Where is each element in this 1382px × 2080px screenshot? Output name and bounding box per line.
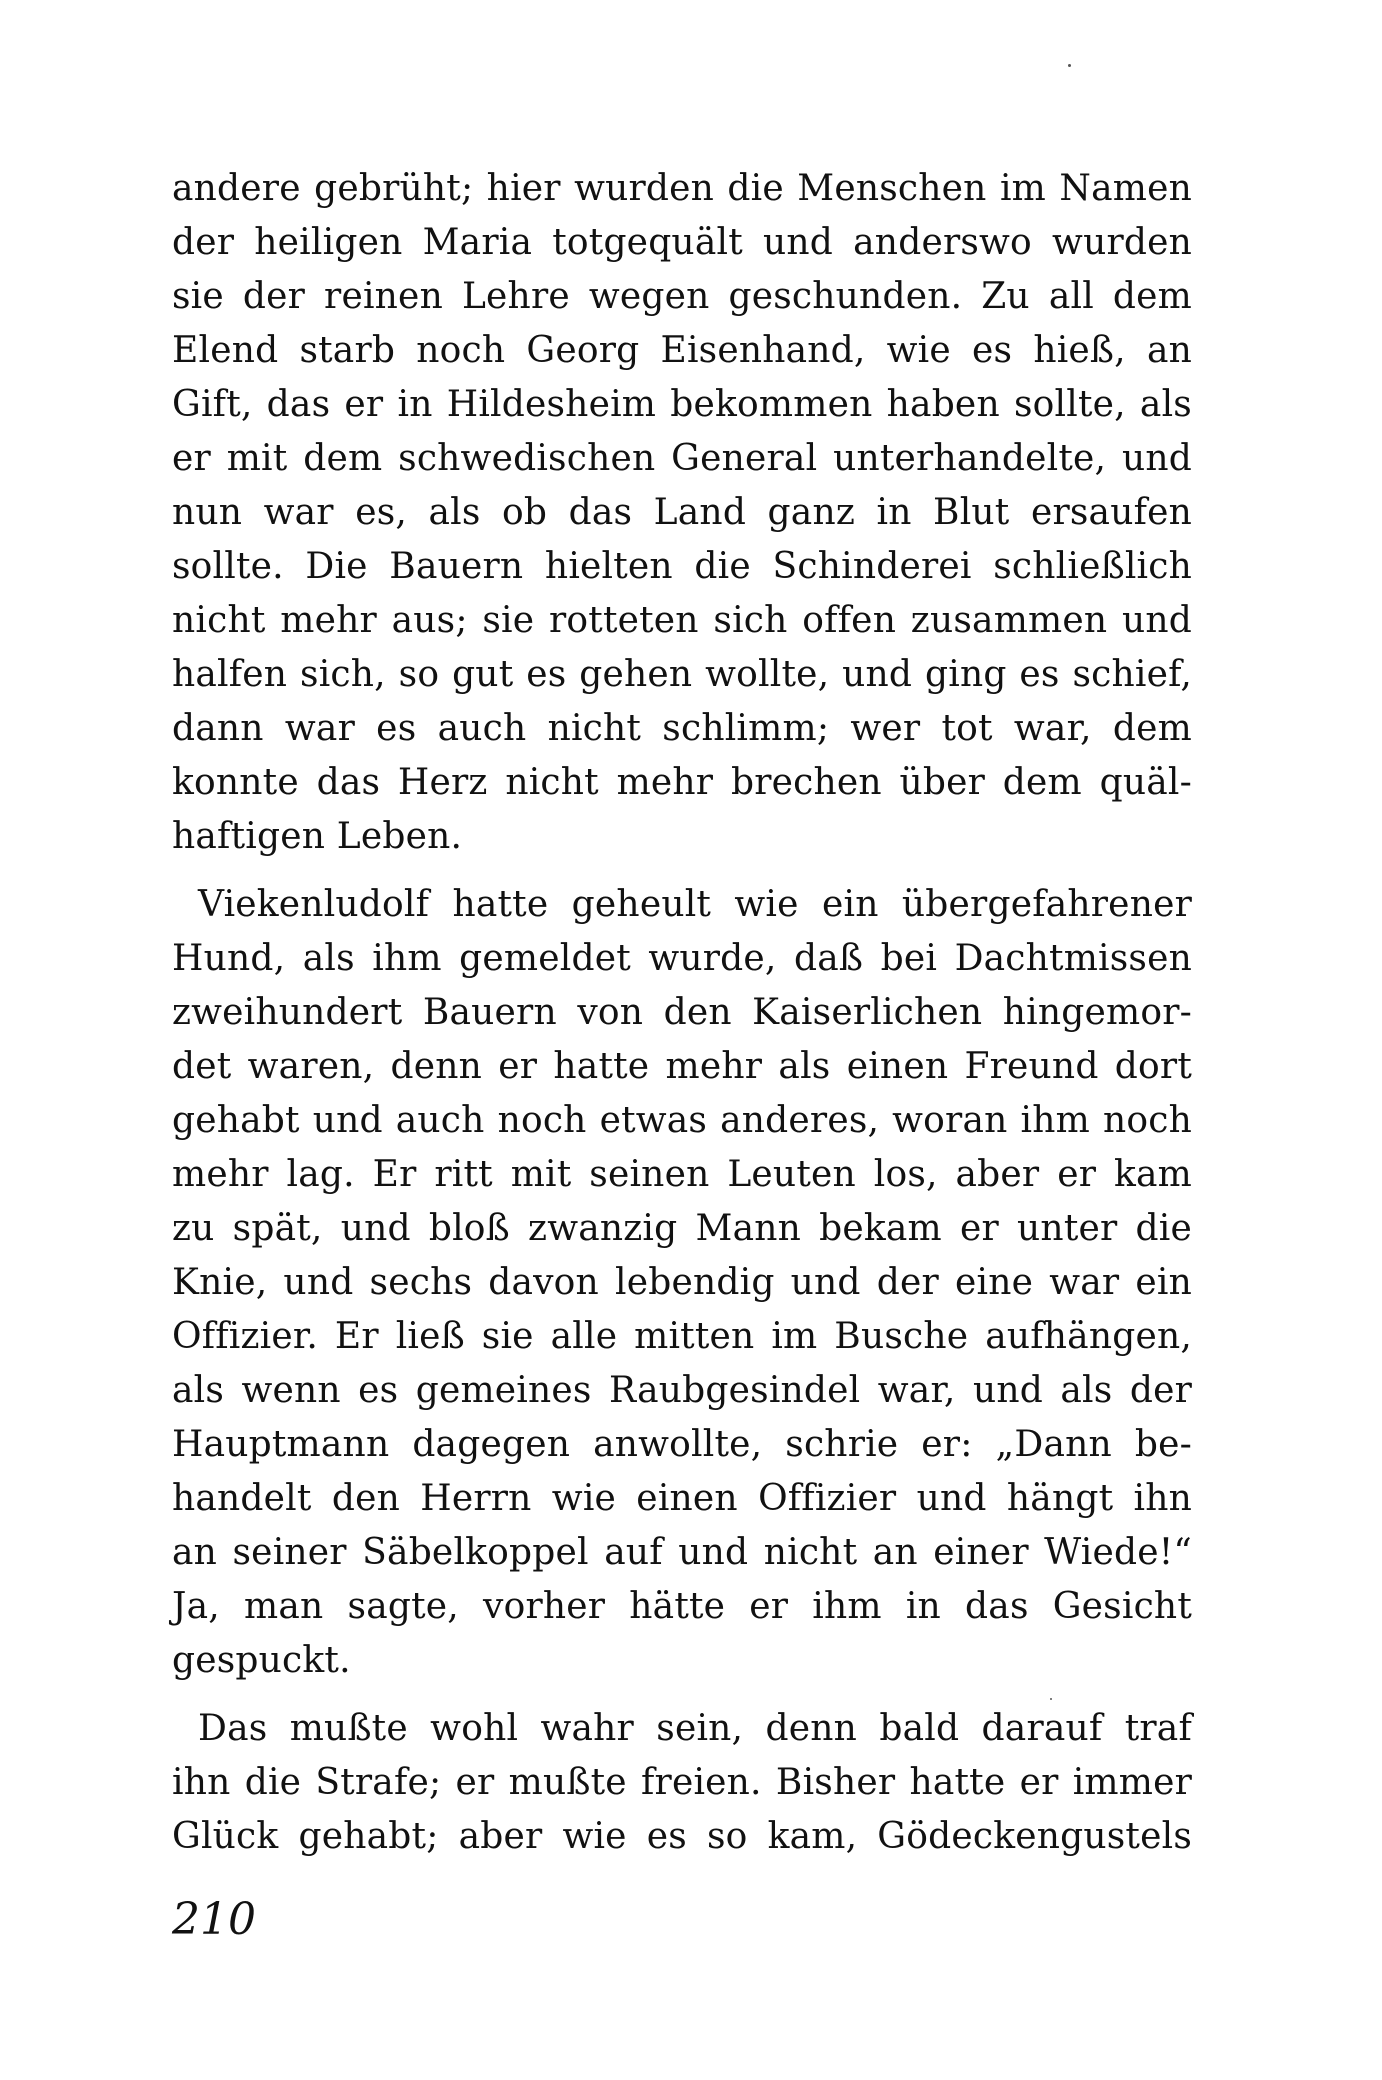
text-line: gespuckt.	[172, 1640, 351, 1681]
paragraph	[172, 1702, 1192, 1864]
text-line: der heiligen Maria totgequält und anderswo wurden	[172, 222, 1192, 263]
text-line: Offizier. Er ließ sie alle mitten im Busche aufhängen,	[172, 1316, 1192, 1357]
text-line: Gift, das er in Hildesheim bekommen haben sollte, als	[172, 384, 1192, 425]
text-line: det waren, denn er hatte mehr als einen Freund dort	[172, 1046, 1192, 1087]
text-line: an seiner Säbelkoppel auf und nicht an einer Wiede!“	[172, 1532, 1192, 1573]
text-line: zu spät, und bloß zwanzig Mann bekam er unter die	[172, 1208, 1192, 1249]
text-line: als wenn es gemeines Raubgesindel war, und als der	[172, 1370, 1192, 1411]
text-line: gehabt und auch noch etwas anderes, woran ihm noch	[172, 1100, 1192, 1141]
text-line: Hund, als ihm gemeldet wurde, daß bei Dachtmissen	[172, 938, 1192, 979]
text-line: Hauptmann dagegen anwollte, schrie er: „Dann be-	[172, 1424, 1192, 1465]
text-line: andere gebrüht; hier wurden die Menschen im Namen	[172, 168, 1192, 209]
paragraph	[172, 878, 1192, 1688]
text-line: handelt den Herrn wie einen Offizier und hängt ihn	[172, 1478, 1192, 1519]
text-line: konnte das Herz nicht mehr brechen über dem quäl-	[172, 762, 1192, 803]
text-line: Ja, man sagte, vorher hätte er ihm in das Gesicht	[172, 1586, 1192, 1627]
text-line: Glück gehabt; aber wie es so kam, Gödeckengustels	[172, 1816, 1192, 1857]
text-line: nun war es, als ob das Land ganz in Blut ersaufen	[172, 492, 1192, 533]
text-line: ihn die Strafe; er mußte freien. Bisher hatte er immer	[172, 1762, 1192, 1803]
text-line: Knie, und sechs davon lebendig und der eine war ein	[172, 1262, 1192, 1303]
paragraph	[172, 162, 1192, 864]
text-line: sollte. Die Bauern hielten die Schinderei schließlich	[172, 546, 1192, 587]
text-line: er mit dem schwedischen General unterhandelte, und	[172, 438, 1192, 479]
print-speck	[1068, 64, 1071, 67]
text-line: haftigen Leben.	[172, 816, 463, 857]
text-line: sie der reinen Lehre wegen geschunden. Zu all dem	[172, 276, 1192, 317]
body-text	[172, 162, 1192, 1864]
text-line: nicht mehr aus; sie rotteten sich offen zusammen und	[172, 600, 1192, 641]
text-line: halfen sich, so gut es gehen wollte, und ging es schief,	[172, 654, 1192, 695]
text-line: Viekenludolf hatte geheult wie ein übergefahrener	[198, 884, 1192, 925]
text-line: dann war es auch nicht schlimm; wer tot war, dem	[172, 708, 1192, 749]
page-number: 210	[172, 1894, 256, 1945]
text-line: Das mußte wohl wahr sein, denn bald darauf traf	[198, 1708, 1192, 1749]
text-line: mehr lag. Er ritt mit seinen Leuten los, aber er kam	[172, 1154, 1192, 1195]
text-line: zweihundert Bauern von den Kaiserlichen hingemor-	[172, 992, 1192, 1033]
text-line: Elend starb noch Georg Eisenhand, wie es hieß, an	[172, 330, 1192, 371]
